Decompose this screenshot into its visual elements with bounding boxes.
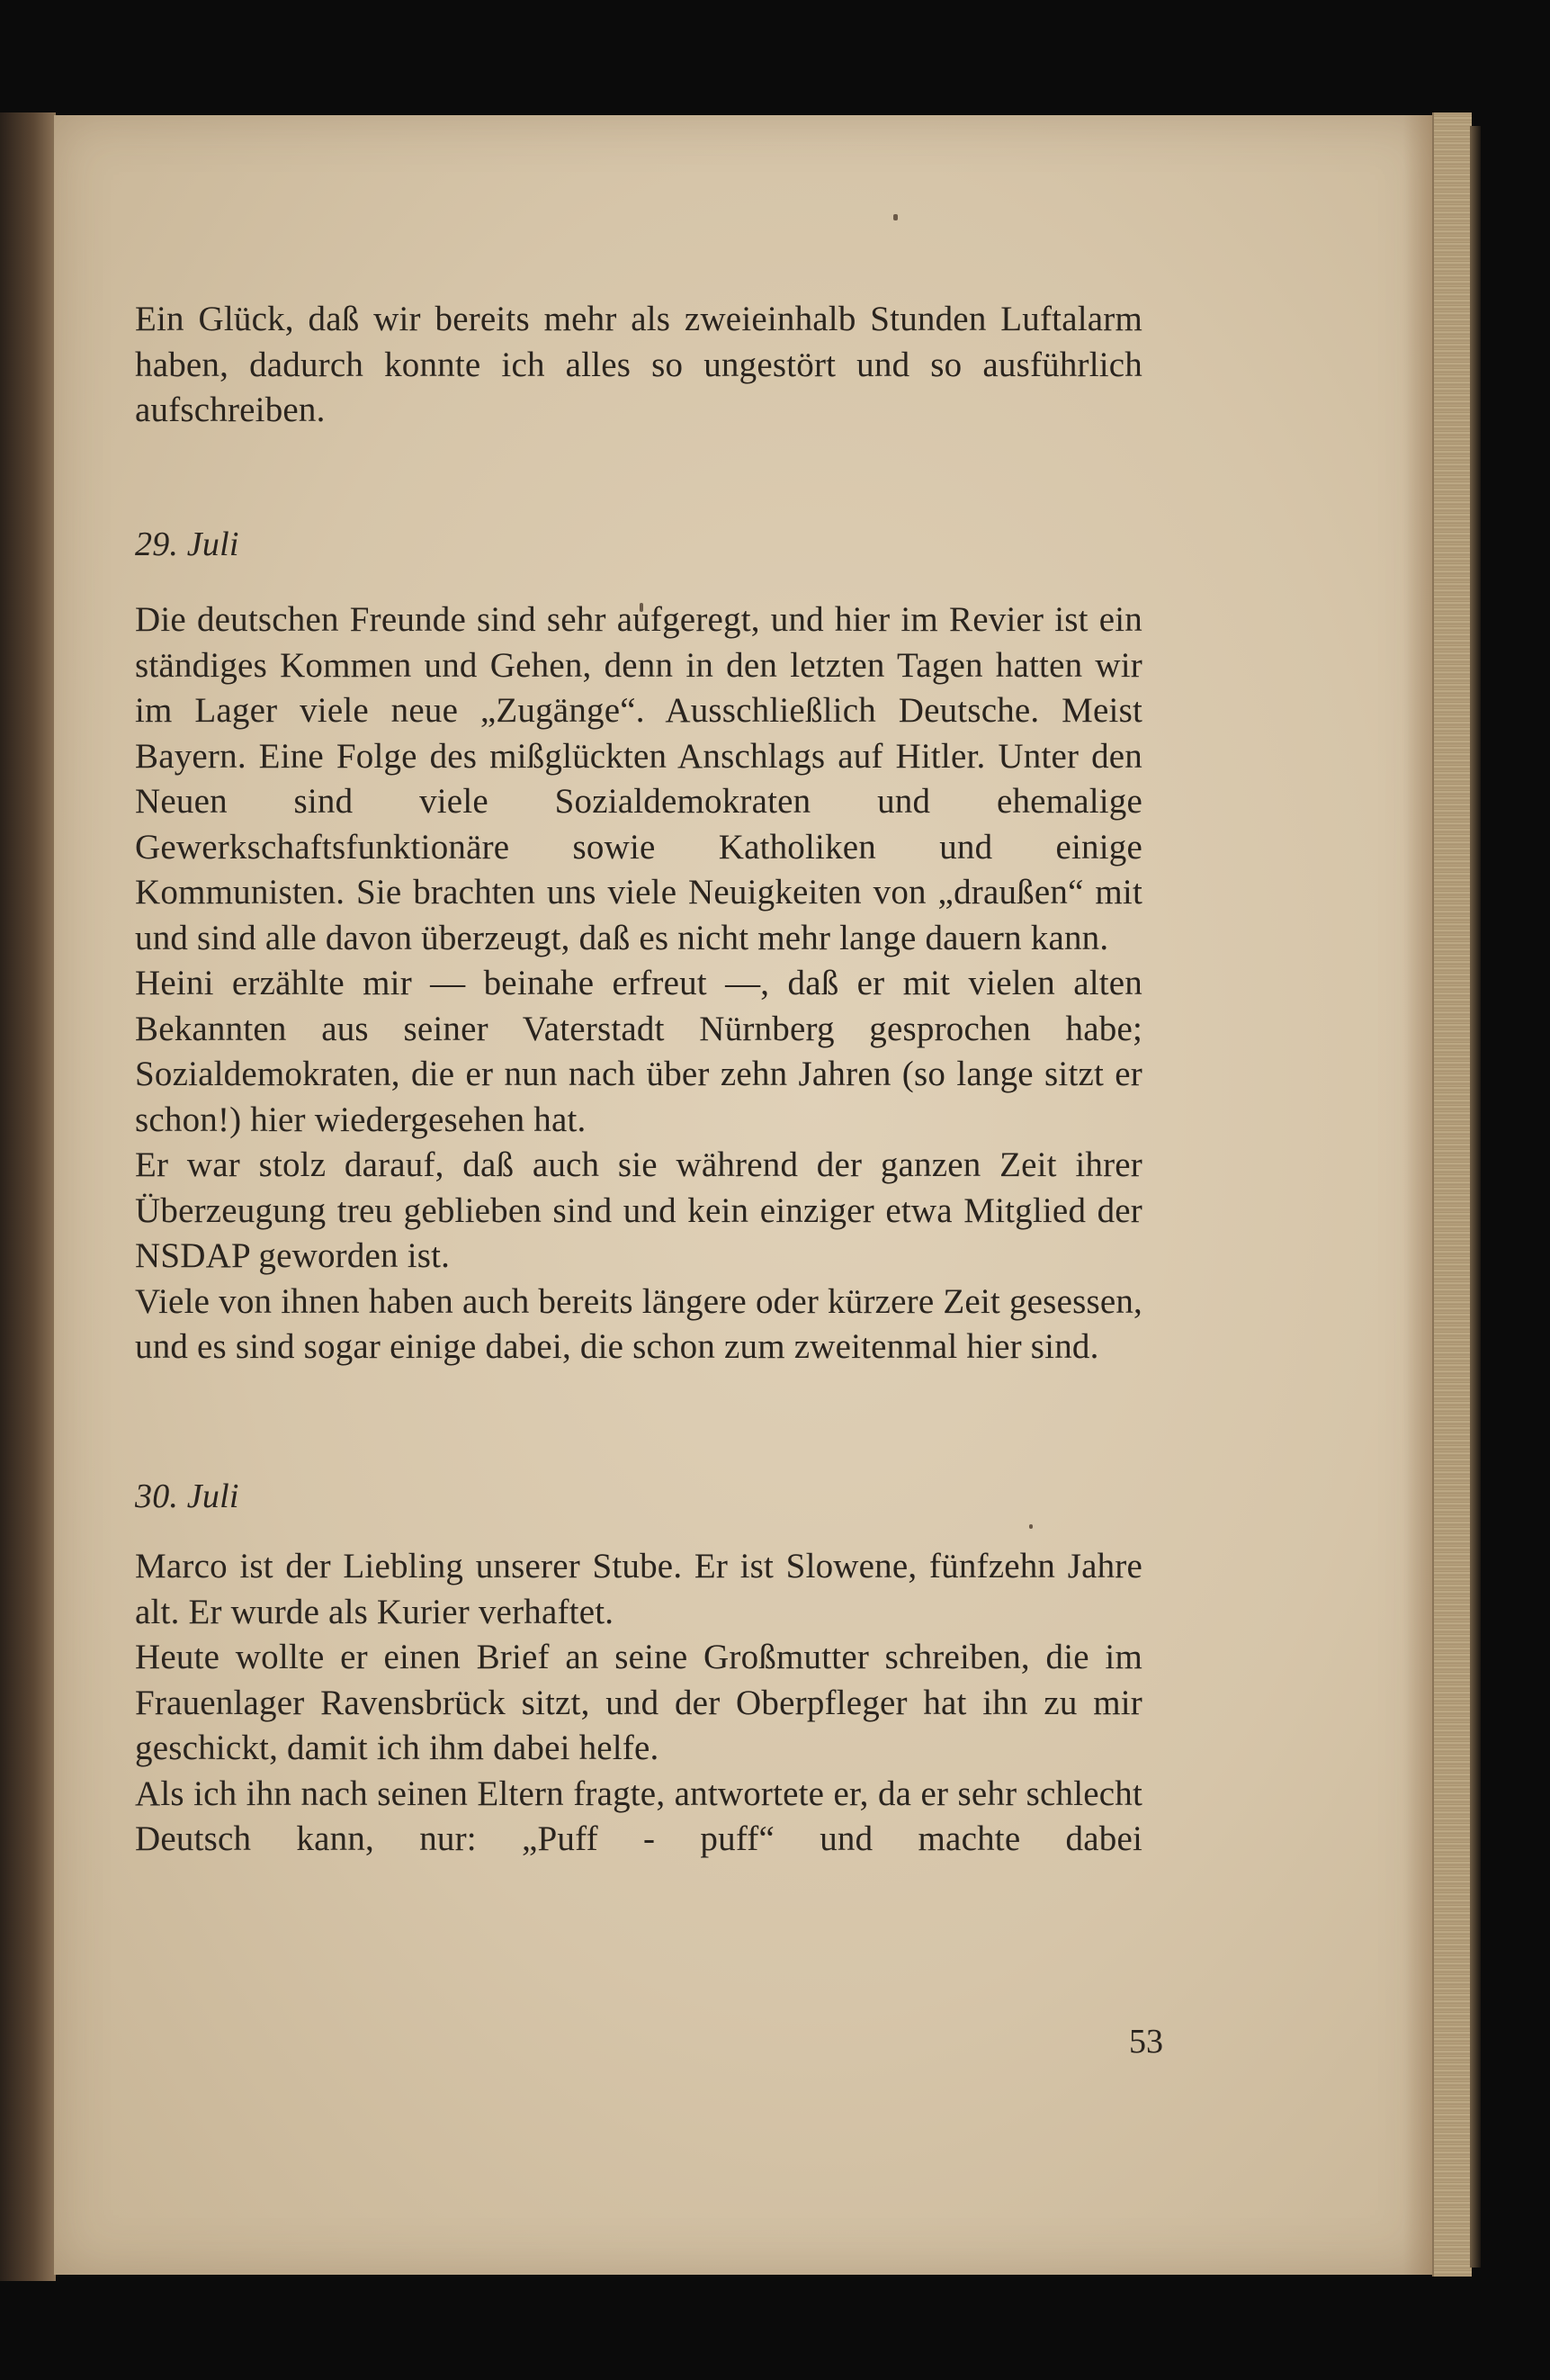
paragraph: Die deutschen Freunde sind sehr aufgeregt, und hier im Revier ist ein ständiges Kommen und Gehen, denn in den letzten Tagen hatten wir im Lager viele neue „Zugänge“. Ausschließlich Deutsche. Meist Bayern. Eine Folge des mißglückten Anschlags auf Hitler. Unter den Neuen sind viele Sozialdemokraten und ehemalige Gewerkschaftsfunktionäre sowie Katholiken und einige Kommunisten. Sie brachten uns viele Neuigkeiten von „draußen“ mit und sind alle davon überzeugt, daß es nicht mehr lange dauern kann. (135, 600, 1142, 957)
spacer (135, 1370, 1142, 1474)
page-text (135, 297, 1142, 1863)
paragraph: Ein Glück, daß wir bereits mehr als zweieinhalb Stunden Luftalarm haben, dadurch konnte ich alles so ungestört und so ausführlich aufschreiben. (135, 300, 1142, 429)
paragraph: Heini erzählte mir — beinahe erfreut —, daß er mit vielen alten Bekannten aus seiner Vaterstadt Nürnberg gesprochen habe; Sozialdemokraten, die er nun nach über zehn Jahren (so lange sitzt er schon!) hier wiedergesehen hat. (135, 964, 1142, 1139)
paper-speck (893, 214, 898, 220)
paragraph: Viele von ihnen haben auch bereits längere oder kürzere Zeit gesessen, und es sind sogar einige dabei, die schon zum zweitenmal hier sind. (135, 1281, 1142, 1366)
spacer (135, 1519, 1142, 1544)
page-gutter-shadow (1403, 115, 1436, 2275)
spacer (135, 567, 1142, 597)
entry-date-29-juli: 29. Juli (135, 525, 239, 563)
page-number: 53 (1129, 2023, 1163, 2061)
paragraph: Er war stolz darauf, daß auch sie während der ganzen Zeit ihrer Überzeugung treu geblieben sind und kein einziger etwa Mitglied der NSDAP geworden ist. (135, 1145, 1142, 1275)
paragraph: Marco ist der Liebling unserer Stube. Er ist Slowene, fünfzehn Jahre alt. Er wurde als Kurier verhaftet. (135, 1547, 1142, 1631)
entry-date-30-juli: 30. Juli (135, 1477, 239, 1515)
paragraph: Als ich ihn nach seinen Eltern fragte, antwortete er, da er sehr schlecht Deutsch kann, nur: „Puff - puff“ und machte dabei (135, 1774, 1142, 1858)
spacer (135, 434, 1142, 522)
book-binding (1432, 112, 1472, 2277)
facing-page-edge (0, 112, 56, 2281)
paragraph: Heute wollte er einen Brief an seine Großmutter schreiben, die im Frauenlager Ravensbrück sitzt, und der Oberpfleger hat ihn zu mir geschickt, damit ich ihm dabei helfe. (135, 1638, 1142, 1767)
binding-shadow (1470, 126, 1481, 2268)
